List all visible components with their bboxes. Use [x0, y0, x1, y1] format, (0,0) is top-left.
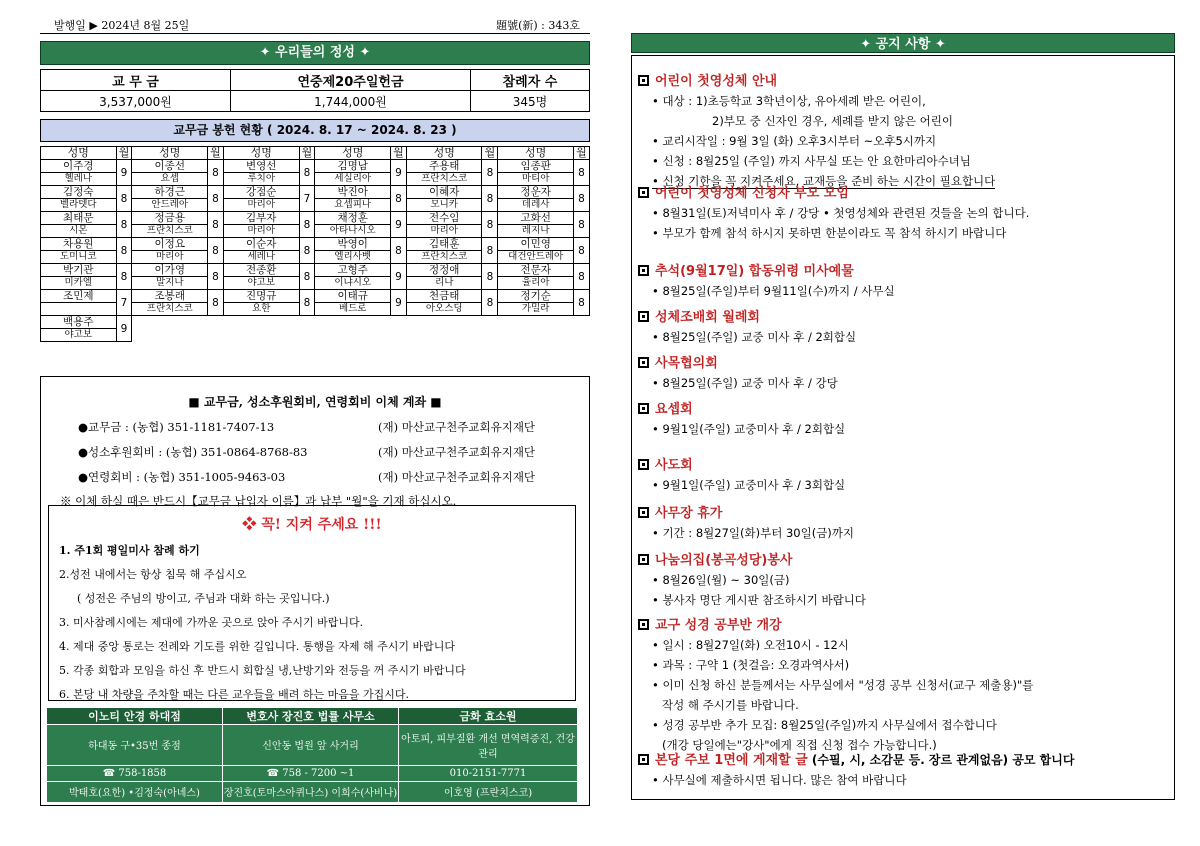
donor-month: 8 — [573, 186, 589, 212]
donor-name: 전종환 — [223, 264, 299, 277]
donor-baptismal-name: 야고보 — [223, 277, 299, 290]
donor-name: 고화선 — [498, 212, 574, 225]
donor-month: 8 — [208, 160, 224, 186]
donor-baptismal-name: 안드레아 — [132, 199, 208, 212]
donor-month: 7 — [116, 290, 132, 316]
donor-baptismal-name: 아오스딩 — [406, 303, 482, 316]
col-header-month: 월 — [573, 147, 589, 160]
donor-month: 9 — [116, 316, 132, 342]
donor-month: 7 — [299, 186, 315, 212]
col-header-name: 성명 — [406, 147, 482, 160]
issue-header — [40, 14, 590, 34]
notice-line: • 8월26일(월) ~ 30일(금) — [652, 573, 790, 587]
donor-baptismal-name: 마리아 — [406, 225, 482, 238]
col-header-month: 월 — [390, 147, 406, 160]
donor-month: 8 — [116, 186, 132, 212]
donor-month: 9 — [116, 160, 132, 186]
donor-name: 정금용 — [132, 212, 208, 225]
notice-item — [638, 549, 866, 608]
donor-month: 8 — [208, 290, 224, 316]
notice-line: • 대상 : 1)초등학교 3학년이상, 유아세례 받은 어린이, — [652, 94, 926, 108]
donor-name: 이태규 — [315, 290, 391, 303]
rule-item: 2.성전 내에서는 항상 침묵 해 주십시오 — [59, 568, 247, 581]
account-note: ※ 이체 하실 때은 반드시【교무금 납입자 이름】과 납부 "월"을 기재 하십시오. — [60, 494, 457, 508]
donor-month: 8 — [390, 186, 406, 212]
donor-name: 김부자 — [223, 212, 299, 225]
donor-month: 8 — [299, 264, 315, 290]
donor-name: 하경근 — [132, 186, 208, 199]
notice-box — [631, 55, 1175, 800]
ad-name: 이노티 안경 하대점 — [47, 708, 223, 725]
donor-name: 채정훈 — [315, 212, 391, 225]
donor-name: 김명남 — [315, 160, 391, 173]
donor-name: 이종선 — [132, 160, 208, 173]
sponsor-ads — [46, 707, 578, 803]
donor-month: 8 — [299, 160, 315, 186]
notice-item — [638, 502, 854, 541]
rules-title: ❖ 꼭! 지켜 주세요 !!! — [242, 517, 382, 533]
donation-period-title: 교무금 봉헌 현황 ( 2024. 8. 17 ~ 2024. 8. 23 ) — [40, 119, 590, 142]
donor-baptismal-name: 마티아 — [498, 173, 574, 186]
donor-name: 진명규 — [223, 290, 299, 303]
notice-line: 2)부모 중 신자인 경우, 세례를 받지 않은 어린이 — [712, 114, 954, 128]
notice-title: ✦ 공지 사항 ✦ — [631, 33, 1175, 53]
summary-value: 1,744,000원 — [231, 91, 471, 112]
rule-item: 4. 제대 중앙 통로는 전례와 기도를 위한 길입니다. 통행을 자제 해 주시기 바랍니다 — [59, 640, 455, 653]
notice-heading: 본당 주보 1면에 게재할 글 (수필, 시, 소감문 등. 장르 관계없음) 공모 합니다 — [638, 749, 1074, 768]
checkbox-icon — [638, 357, 649, 368]
ad-owner: 이호영 (프란치스코) — [399, 781, 578, 802]
account-row: ●성소후원회비 : (농협) 351-0864-8768-83 (재) 마산교구천주교회유지재단 — [78, 445, 536, 459]
ad-phone: ☎ 758-1858 — [47, 765, 223, 781]
notice-line: • 8월25일(주일)부터 9월11일(수)까지 / 사무실 — [652, 284, 895, 298]
donor-name: 주용태 — [406, 160, 482, 173]
donor-name: 김태훈 — [406, 238, 482, 251]
donor-baptismal-name: 레지나 — [498, 225, 574, 238]
notice-line: • 8월31일(토)저녁미사 후 / 강당 • 첫영성체와 관련된 것들을 논의 합니다. — [652, 206, 1030, 220]
checkbox-icon — [638, 507, 649, 518]
donor-name: 이주경 — [41, 160, 117, 173]
col-header-name: 성명 — [315, 147, 391, 160]
donor-month: 8 — [116, 264, 132, 290]
notice-line: • 봉사자 명단 게시판 참조하시기 바랍니다 — [652, 593, 866, 607]
donor-baptismal-name: 마리아 — [223, 199, 299, 212]
notice-heading: 어린이 첫영성체 안내 — [638, 70, 995, 89]
notice-heading: 추석(9월17일) 합동위령 미사예물 — [638, 260, 895, 279]
ad-owner: 박태호(요한) •김정숙(아녜스) — [47, 781, 223, 802]
issue-date: 발행일 ▶ 2024년 8월 25일 — [54, 19, 190, 32]
donor-name: 조민제 — [41, 290, 117, 303]
donor-baptismal-name: 아타나시오 — [315, 225, 391, 238]
notice-item — [638, 306, 856, 345]
checkbox-icon — [638, 311, 649, 322]
notice-heading: 사도회 — [638, 454, 845, 473]
checkbox-icon — [638, 403, 649, 414]
donor-name: 박기관 — [41, 264, 117, 277]
donor-month: 8 — [482, 264, 498, 290]
donor-name: 강점순 — [223, 186, 299, 199]
donor-name: 전수임 — [406, 212, 482, 225]
notice-heading: 사무장 휴가 — [638, 502, 854, 521]
notice-line: (개강 당일에는"강사"에게 직접 신청 접수 가능합니다.) — [662, 738, 937, 752]
donor-name: 이혜자 — [406, 186, 482, 199]
donor-name: 정기순 — [498, 290, 574, 303]
donor-month: 8 — [116, 212, 132, 238]
notice-item — [638, 260, 895, 299]
donor-name: 조봉래 — [132, 290, 208, 303]
donor-baptismal-name: 가밀라 — [498, 303, 574, 316]
col-header-name: 성명 — [132, 147, 208, 160]
donor-name: 임종판 — [498, 160, 574, 173]
donor-month: 8 — [573, 264, 589, 290]
donor-month: 9 — [390, 160, 406, 186]
donor-baptismal-name: 세레나 — [223, 251, 299, 264]
donor-baptismal-name: 야고보 — [41, 329, 117, 342]
donor-month: 8 — [482, 186, 498, 212]
donor-name: 이가영 — [132, 264, 208, 277]
rule-item: ( 성전은 주님의 방이고, 주님과 대화 하는 곳입니다.) — [77, 592, 330, 605]
notice-line: • 8월25일(주일) 교중 미사 후 / 강당 — [652, 376, 838, 390]
donor-name: 이순자 — [223, 238, 299, 251]
ad-name: 변호사 장진호 법률 사무소 — [223, 708, 399, 725]
notice-heading: 사목협의회 — [638, 352, 838, 371]
summary-header: 참례자 수 — [471, 70, 590, 91]
ad-name: 금화 효소원 — [399, 708, 578, 725]
notice-heading: 나눔의집(봉곡성당)봉사 — [638, 549, 866, 568]
donor-baptismal-name: 마리아 — [223, 225, 299, 238]
rule-item: 3. 미사참례시에는 제대에 가까운 곳으로 앉아 주시기 바랍니다. — [59, 616, 364, 629]
donor-month: 8 — [573, 290, 589, 316]
notice-heading: 교구 성경 공부반 개강 — [638, 614, 1033, 633]
donor-name: 차용원 — [41, 238, 117, 251]
checkbox-icon — [638, 754, 649, 765]
donor-name: 박진아 — [315, 186, 391, 199]
donor-month: 8 — [573, 160, 589, 186]
donor-baptismal-name: 요셉 — [132, 173, 208, 186]
donor-month: 9 — [390, 290, 406, 316]
rules-box — [48, 505, 576, 701]
offering-summary-table — [40, 69, 590, 112]
account-row: ●연령회비 : (농협) 351-1005-9463-03 (재) 마산교구천주교회유지재단 — [78, 470, 536, 484]
notice-line: • 사무실에 제출하시면 됩니다. 많은 참여 바랍니다 — [652, 773, 907, 787]
donor-name: 이민영 — [498, 238, 574, 251]
donor-name: 백용주 — [41, 316, 117, 329]
donor-baptismal-name — [41, 303, 117, 316]
notice-line: 작성 해 주시기를 바랍니다. — [662, 698, 799, 712]
issue-number: 題號(新) : 343호 — [496, 19, 580, 32]
account-row: ●교무금 : (농협) 351-1181-7407-13 (재) 마산교구천주교회유지재단 — [78, 420, 536, 434]
notice-line: • 신청 : 8월25일 (주일) 까지 사무실 또는 안 요한마리아수녀님 — [652, 154, 971, 168]
empty-cell — [132, 316, 590, 342]
donor-name: 최태문 — [41, 212, 117, 225]
checkbox-icon — [638, 619, 649, 630]
notice-heading: 요셉회 — [638, 398, 845, 417]
donor-name: 박영이 — [315, 238, 391, 251]
ad-phone: 010-2151-7771 — [399, 765, 578, 781]
col-header-name: 성명 — [41, 147, 117, 160]
donor-names-table — [40, 146, 590, 342]
rule-item: 6. 본당 내 차량을 주차할 때는 다른 교우들을 배려 하는 마음을 가집시다. — [59, 688, 409, 701]
notice-line: • 성경 공부반 추가 모집: 8월25일(주일)까지 사무실에서 접수합니다 — [652, 718, 997, 732]
donor-month: 8 — [299, 290, 315, 316]
notice-heading: 어린이 첫영성체 신청자 부모 모임 — [638, 182, 1029, 201]
notice-heading: 성체조배회 월례회 — [638, 306, 856, 325]
ad-line: 아토피, 피부질환 개선 면역력증진, 건강관리 — [399, 725, 578, 766]
donor-month: 8 — [208, 238, 224, 264]
donor-baptismal-name: 헬레나 — [41, 173, 117, 186]
donor-baptismal-name: 프란치스코 — [406, 251, 482, 264]
account-title: ■ 교무금, 성소후원회비, 연령회비 이체 계좌 ■ — [188, 395, 442, 409]
col-header-month: 월 — [299, 147, 315, 160]
donor-baptismal-name: 엘리사벳 — [315, 251, 391, 264]
donor-name: 전문자 — [498, 264, 574, 277]
donor-month: 8 — [208, 186, 224, 212]
ad-line: 신안동 법원 앞 사거리 — [223, 725, 399, 766]
summary-value: 3,537,000원 — [41, 91, 231, 112]
checkbox-icon — [638, 187, 649, 198]
donor-baptismal-name: 이냐시오 — [315, 277, 391, 290]
donor-month: 8 — [208, 212, 224, 238]
donor-baptismal-name: 율리아 — [498, 277, 574, 290]
donor-baptismal-name: 프란치스코 — [406, 173, 482, 186]
notice-item — [638, 454, 845, 493]
donor-baptismal-name: 요셉피나 — [315, 199, 391, 212]
ad-owner: 장진호(토마스아퀴나스) 이희수(사비나) — [223, 781, 399, 802]
donor-month: 8 — [299, 238, 315, 264]
summary-header: 연중제20주일헌금 — [231, 70, 471, 91]
notice-line: • 일시 : 8월27일(화) 오전10시 - 12시 — [652, 638, 849, 652]
notice-line: • 부모가 함께 참석 하시지 못하면 한분이라도 꼭 참석 하시기 바랍니다 — [652, 226, 1007, 240]
donor-baptismal-name: 대건안드레아 — [498, 251, 574, 264]
donor-name: 정운자 — [498, 186, 574, 199]
donor-month: 8 — [208, 264, 224, 290]
donor-baptismal-name: 도미니코 — [41, 251, 117, 264]
offering-title: ✦ 우리들의 정성 ✦ — [40, 41, 590, 65]
checkbox-icon — [638, 459, 649, 470]
notice-line: • 8월25일(주일) 교중 미사 후 / 2회합실 — [652, 330, 857, 344]
donor-baptismal-name: 리나 — [406, 277, 482, 290]
deadline-underline: • 신청 기한을 꼭 지켜주세요, 교재등을 준비 하는 시간이 필요합니다 — [652, 174, 996, 188]
checkbox-icon — [638, 554, 649, 565]
summary-value: 345명 — [471, 91, 590, 112]
donor-baptismal-name: 데레사 — [498, 199, 574, 212]
notice-line: • 이미 신청 하신 분들께서는 사무실에서 "성경 공부 신청서(교구 제출용)"를 — [652, 678, 1034, 692]
donor-name: 변영선 — [223, 160, 299, 173]
donor-month: 8 — [299, 212, 315, 238]
donor-month: 8 — [482, 160, 498, 186]
donor-baptismal-name: 요한 — [223, 303, 299, 316]
donor-name: 천금태 — [406, 290, 482, 303]
col-header-month: 월 — [208, 147, 224, 160]
notice-item — [638, 398, 845, 437]
summary-header: 교 무 금 — [41, 70, 231, 91]
donor-name: 정정애 — [406, 264, 482, 277]
donor-baptismal-name: 루치아 — [223, 173, 299, 186]
notice-line: • 9월1일(주일) 교중미사 후 / 3회합실 — [652, 478, 846, 492]
notice-item — [638, 614, 1033, 753]
notice-item — [638, 70, 995, 189]
col-header-month: 월 — [116, 147, 132, 160]
col-header-name: 성명 — [498, 147, 574, 160]
donor-month: 8 — [482, 238, 498, 264]
donor-month: 8 — [482, 212, 498, 238]
donor-month: 9 — [390, 264, 406, 290]
notice-line: • 교리시작일 : 9월 3일 (화) 오후3시부터 ~오후5시까지 — [652, 134, 937, 148]
donor-month: 8 — [482, 290, 498, 316]
notice-line: • 과목 : 구약 1 (첫걸음: 오경과역사서) — [652, 658, 850, 672]
donor-month: 8 — [573, 238, 589, 264]
ad-phone: ☎ 758 - 7200 ~1 — [223, 765, 399, 781]
notice-item — [638, 352, 838, 391]
donor-baptismal-name: 마리아 — [132, 251, 208, 264]
donor-name: 이정요 — [132, 238, 208, 251]
donor-month: 8 — [390, 238, 406, 264]
donor-month: 9 — [390, 212, 406, 238]
donor-name: 김정숙 — [41, 186, 117, 199]
donor-baptismal-name: 프란치스코 — [132, 303, 208, 316]
rule-item: 1. 주1회 평일미사 참례 하기 — [59, 544, 200, 557]
donor-baptismal-name: 시몬 — [41, 225, 117, 238]
donor-baptismal-name: 프란치스코 — [132, 225, 208, 238]
donor-baptismal-name: 베드로 — [315, 303, 391, 316]
notice-item — [638, 749, 1074, 788]
col-header-name: 성명 — [223, 147, 299, 160]
donor-baptismal-name: 말지나 — [132, 277, 208, 290]
col-header-month: 월 — [482, 147, 498, 160]
donor-baptismal-name: 미카엘 — [41, 277, 117, 290]
donor-baptismal-name: 세실리아 — [315, 173, 391, 186]
donor-baptismal-name: 벨라뎃다 — [41, 199, 117, 212]
donor-name: 고형주 — [315, 264, 391, 277]
rule-item: 5. 각종 회합과 모임을 하신 후 반드시 회합실 냉,난방기와 전등을 꺼 주시기 바랍니다 — [59, 664, 466, 677]
donor-baptismal-name: 모니카 — [406, 199, 482, 212]
ad-line: 하대동 구•35번 종점 — [47, 725, 223, 766]
donor-month: 8 — [116, 238, 132, 264]
checkbox-icon — [638, 265, 649, 276]
account-box — [48, 380, 582, 508]
notice-item — [638, 182, 1029, 241]
donor-month: 8 — [573, 212, 589, 238]
notice-line: • 기간 : 8월27일(화)부터 30일(금)까지 — [652, 526, 855, 540]
checkbox-icon — [638, 75, 649, 86]
notice-line: • 9월1일(주일) 교중미사 후 / 2회합실 — [652, 422, 846, 436]
